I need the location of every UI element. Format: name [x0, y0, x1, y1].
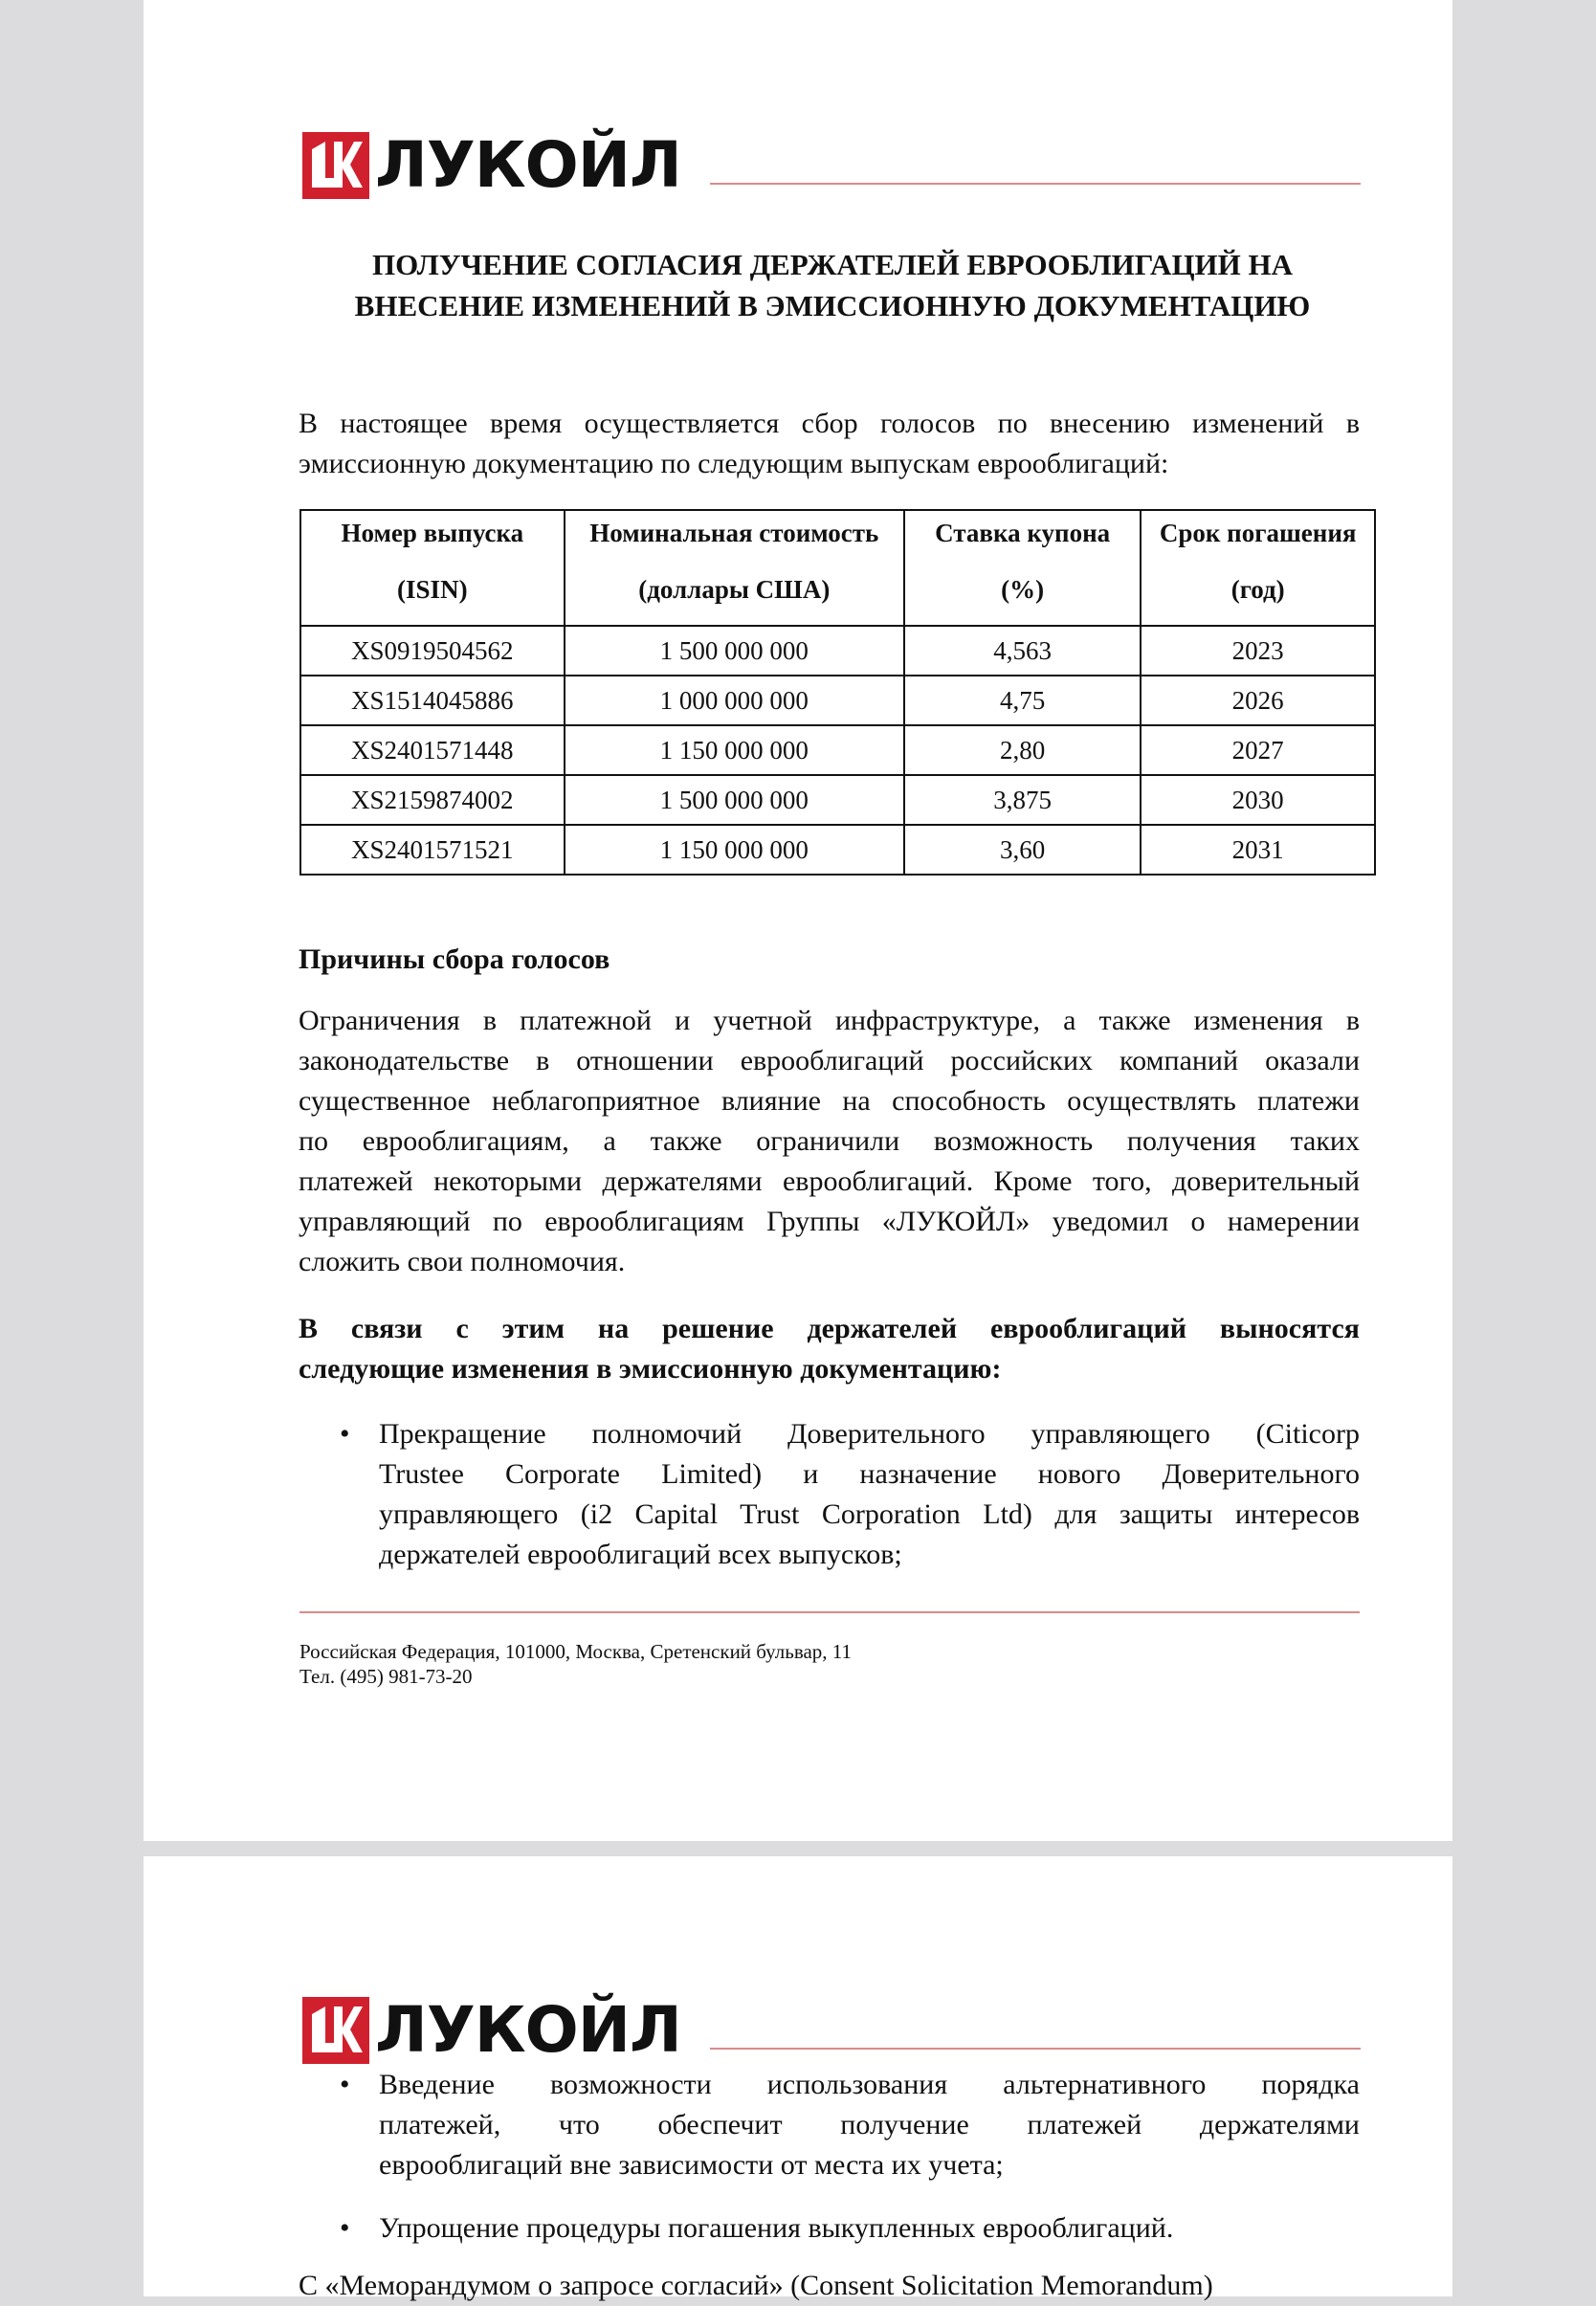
- bullet-icon: •: [340, 1418, 350, 1450]
- cell-maturity: 2023: [1141, 626, 1375, 676]
- document-title: [297, 244, 1368, 326]
- reasons-paragraph: [299, 1001, 1360, 1282]
- text-line: платежей некоторыми держателями еврооблигаций. Кроме того, доверительный: [299, 1165, 1360, 1197]
- footer-rule: [299, 1611, 1360, 1613]
- header-rule: [710, 2048, 1361, 2050]
- header-cell-maturity: Срок погашения (год): [1141, 510, 1375, 626]
- cell-isin: XS2401571448: [300, 725, 565, 775]
- document-page-2: [144, 1856, 1452, 2301]
- table-row: [300, 825, 1375, 875]
- text-line: держателей еврооблигаций всех выпусков;: [379, 1539, 902, 1570]
- text-line: эмиссионную документацию по следующим выпускам еврооблигаций:: [299, 448, 1169, 479]
- text-line: С «Меморандумом о запросе согласий» (Consent Solicitation Memorandum): [299, 2270, 1213, 2301]
- text-line: Введение возможности использования альтернативного порядка: [379, 2069, 1360, 2100]
- bullet-icon: •: [340, 2212, 350, 2244]
- cell-coupon: 2,80: [904, 725, 1141, 775]
- decision-paragraph: [299, 1309, 1360, 1389]
- lukoil-logo-mark-icon: [302, 132, 369, 199]
- text-line: еврооблигаций вне зависимости от места их учета;: [379, 2149, 1004, 2181]
- cell-isin: XS2401571521: [300, 825, 565, 875]
- lukoil-logo: [302, 1993, 681, 2067]
- footer-address: Российская Федерация, 101000, Москва, Сретенский бульвар, 11: [299, 1640, 852, 1663]
- text-line: управляющий по еврооблигациям Группы «ЛУКОЙЛ» уведомил о намерении: [299, 1206, 1360, 1237]
- cell-maturity: 2031: [1141, 825, 1375, 875]
- cell-coupon: 4,75: [904, 676, 1141, 725]
- cell-nominal: 1 500 000 000: [565, 775, 904, 825]
- cell-nominal: 1 500 000 000: [565, 626, 904, 676]
- section-heading: Причины сбора голосов: [299, 943, 610, 975]
- cell-maturity: 2027: [1141, 725, 1375, 775]
- text-line: В связи с этим на решение держателей еврооблигаций выносятся: [299, 1313, 1360, 1344]
- cell-isin: XS2159874002: [300, 775, 565, 825]
- text-line: существенное неблагоприятное влияние на способность осуществлять платежи: [299, 1085, 1360, 1117]
- text-line: Trustee Corporate Limited) и назначение нового Доверительного: [379, 1458, 1360, 1490]
- intro-paragraph: [299, 404, 1360, 484]
- text-line: платежей, что обеспечит получение платежей держателями: [379, 2109, 1360, 2140]
- header-cell-isin: Номер выпуска (ISIN): [300, 510, 565, 626]
- brand-name: ЛУКОЙЛ: [375, 128, 681, 202]
- cell-isin: XS0919504562: [300, 626, 565, 676]
- cell-maturity: 2026: [1141, 676, 1375, 725]
- text-line: управляющего (i2 Capital Trust Corporation Ltd) для защиты интересов: [379, 1498, 1360, 1530]
- title-line: ПОЛУЧЕНИЕ СОГЛАСИЯ ДЕРЖАТЕЛЕЙ ЕВРООБЛИГАЦИЙ НА: [371, 248, 1294, 281]
- document-page-1: [144, 0, 1452, 1841]
- title-line: ВНЕСЕНИЕ ИЗМЕНЕНИЙ В ЭМИССИОННУЮ ДОКУМЕНТАЦИЮ: [354, 289, 1311, 322]
- table-row: [300, 626, 1375, 676]
- text-line: по еврооблигациям, а также ограничили возможность получения таких: [299, 1125, 1360, 1157]
- text-line: следующие изменения в эмиссионную документацию:: [299, 1353, 1002, 1385]
- cell-maturity: 2030: [1141, 775, 1375, 825]
- cell-coupon: 3,60: [904, 825, 1141, 875]
- text-line: Прекращение полномочий Доверительного управляющего (Citicorp: [379, 1418, 1360, 1450]
- lukoil-logo: [302, 128, 681, 202]
- text-line: Упрощение процедуры погашения выкупленных еврооблигаций.: [379, 2212, 1174, 2244]
- header-cell-coupon: Ставка купона (%): [904, 510, 1141, 626]
- cell-nominal: 1 150 000 000: [565, 725, 904, 775]
- table-header-row: [300, 510, 1375, 626]
- header-rule: [710, 183, 1361, 185]
- cell-nominal: 1 150 000 000: [565, 825, 904, 875]
- table-row: [300, 725, 1375, 775]
- bullet-icon: •: [340, 2069, 350, 2100]
- table-row: [300, 775, 1375, 825]
- cell-nominal: 1 000 000 000: [565, 676, 904, 725]
- cell-coupon: 4,563: [904, 626, 1141, 676]
- footer-phone: Тел. (495) 981-73-20: [299, 1665, 473, 1688]
- text-line: Ограничения в платежной и учетной инфраструктуре, а также изменения в: [299, 1005, 1360, 1036]
- text-line: В настоящее время осуществляется сбор голосов по внесению изменений в: [299, 408, 1360, 439]
- table-row: [300, 676, 1375, 725]
- cell-isin: XS1514045886: [300, 676, 565, 725]
- text-line: сложить свои полномочия.: [299, 1246, 626, 1277]
- header-cell-nominal: Номинальная стоимость (доллары США): [565, 510, 904, 626]
- brand-name: ЛУКОЙЛ: [375, 1993, 681, 2067]
- eurobond-table: [299, 509, 1376, 876]
- cell-coupon: 3,875: [904, 775, 1141, 825]
- text-line: законодательстве в отношении еврооблигаций российских компаний оказали: [299, 1045, 1360, 1076]
- lukoil-logo-mark-icon: [302, 1997, 369, 2064]
